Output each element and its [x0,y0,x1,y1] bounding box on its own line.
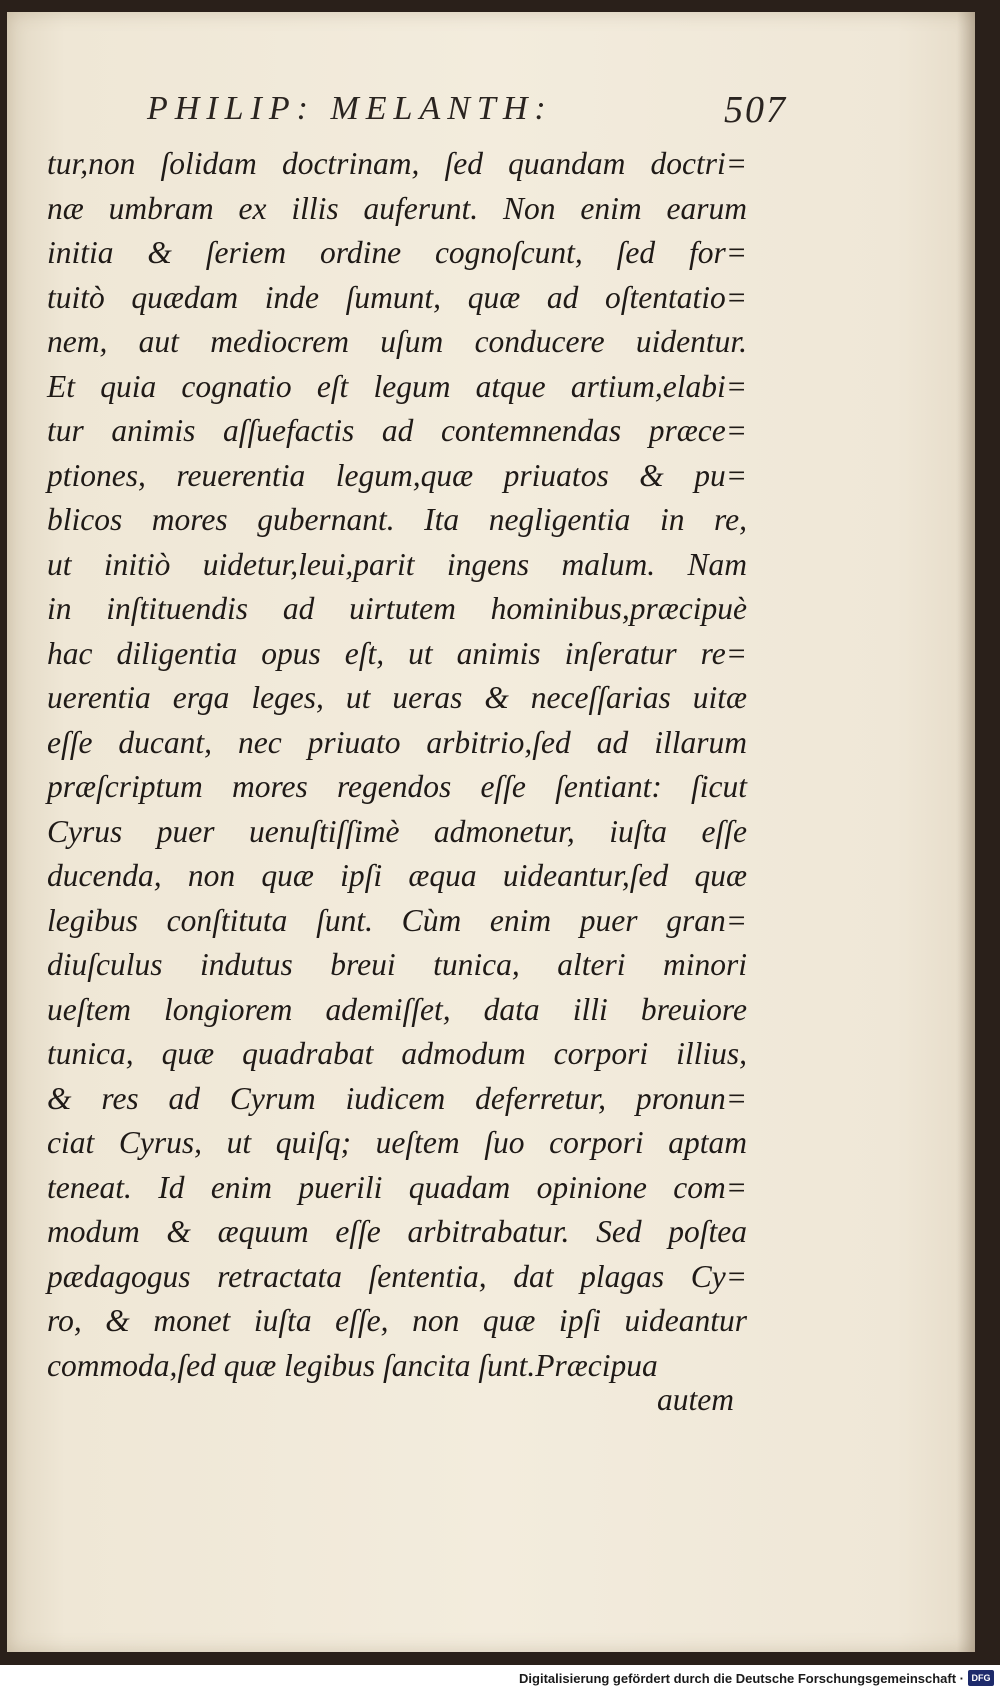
text-line: initia & ſeriem ordine cognoſcunt, ſed for= [47,235,747,270]
text-line: ducenda, non quæ ipſi æqua uideantur,ſed quæ [47,858,747,893]
running-title: PHILIP: MELANTH: [147,90,553,127]
text-line: teneat. Id enim puerili quadam opinione com= [47,1169,747,1205]
text-line: blicos mores gubernant. Ita negligentia in re, [47,502,747,537]
text-line: tur animis aſſuefactis ad contemnendas præce= [47,413,747,448]
text-line: ciat Cyrus, ut quiſq; ueſtem ſuo corpori aptam [47,1125,747,1160]
text-line: Et quia cognatio eſt legum atque artium,elabi= [47,368,747,404]
text-line: legibus conſtituta ſunt. Cùm enim puer gran= [47,902,747,938]
page-edge-shadow [957,12,975,1652]
text-line: tuitò quædam inde ſumunt, quæ ad oſtentatio= [47,279,747,315]
page-number: 507 [724,89,787,131]
catchword: autem [657,1382,734,1417]
text-line: præſcriptum mores regendos eſſe ſentiant: ſicut [47,769,747,804]
digitization-credit: Digitalisierung gefördert durch die Deutsche Forschungsgemeinschaft · [519,1671,964,1686]
text-line: ueſtem longiorem ademiſſet, data illi breuiore [47,991,747,1027]
text-line: Cyrus puer uenuſtiſſimè admonetur, iuſta eſſe [47,813,747,849]
text-line: uerentia erga leges, ut ueras & neceſſarias uitæ [47,680,747,715]
footer-bar [0,1665,1000,1693]
text-line: eſſe ducant, nec priuato arbitrio,ſed ad illarum [47,724,747,760]
dfg-logo-icon: DFG [968,1670,994,1686]
text-line: hac diligentia opus eſt, ut animis inſeratur re= [47,635,747,671]
book-page [7,12,975,1652]
text-line: in inſtituendis ad uirtutem hominibus,præcipuè [47,591,747,626]
running-head [147,90,787,138]
body-text [47,142,747,1388]
text-line: ut initiò uidetur,leui,parit ingens malum. Nam [47,546,747,582]
text-line: commoda,ſed quæ legibus ſancita ſunt.Præcipua [47,1347,658,1383]
text-line: pædagogus retractata ſententia, dat plagas Cy= [47,1258,747,1294]
text-line: tunica, quæ quadrabat admodum corpori illius, [47,1036,747,1071]
text-line: diuſculus indutus breui tunica, alteri minori [47,947,747,982]
text-line: ptiones, reuerentia legum,quæ priuatos & pu= [47,457,747,493]
text-line: tur,non ſolidam doctrinam, ſed quandam doctri= [47,146,747,181]
text-line: modum & æquum eſſe arbitrabatur. Sed poſtea [47,1214,747,1249]
text-line: ro, & monet iuſta eſſe, non quæ ipſi uideantur [47,1303,747,1338]
text-line: & res ad Cyrum iudicem deferretur, pronun= [47,1080,747,1116]
text-line: næ umbram ex illis auferunt. Non enim earum [47,190,747,226]
text-line: nem, aut mediocrem uſum conducere uidentur. [47,324,747,359]
